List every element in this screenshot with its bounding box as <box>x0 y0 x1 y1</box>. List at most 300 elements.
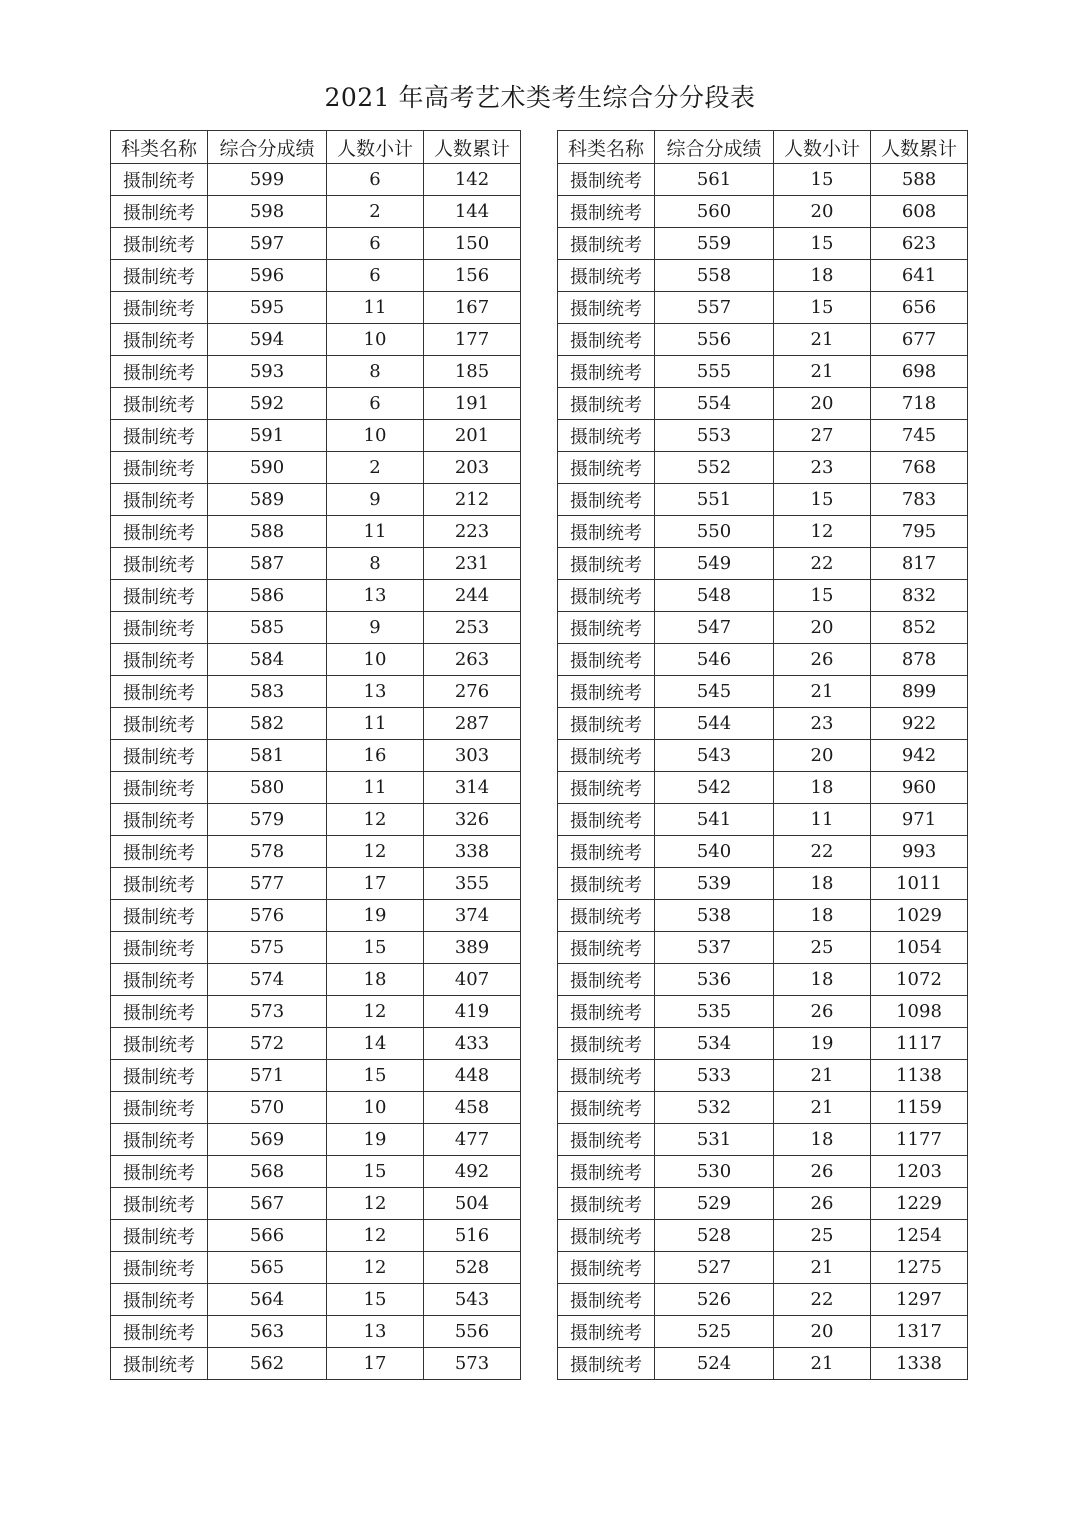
cell-cumulative: 374 <box>424 900 521 932</box>
cell-score: 551 <box>655 484 774 516</box>
table-row <box>111 644 521 676</box>
table-row <box>558 1252 968 1284</box>
cell-score: 567 <box>208 1188 327 1220</box>
cell-subject: 摄制统考 <box>558 676 655 708</box>
cell-score: 565 <box>208 1252 327 1284</box>
cell-subject: 摄制统考 <box>111 964 208 996</box>
table-row <box>558 1092 968 1124</box>
cell-subject: 摄制统考 <box>558 420 655 452</box>
cell-subject: 摄制统考 <box>111 452 208 484</box>
table-row <box>558 548 968 580</box>
cell-score: 583 <box>208 676 327 708</box>
table-row <box>111 1028 521 1060</box>
cell-cumulative: 556 <box>424 1316 521 1348</box>
cell-subject: 摄制统考 <box>111 196 208 228</box>
cell-cumulative: 167 <box>424 292 521 324</box>
cell-count: 10 <box>327 324 424 356</box>
cell-score: 597 <box>208 228 327 260</box>
cell-cumulative: 253 <box>424 612 521 644</box>
cell-count: 26 <box>774 996 871 1028</box>
cell-cumulative: 407 <box>424 964 521 996</box>
cell-subject: 摄制统考 <box>111 612 208 644</box>
cell-count: 15 <box>774 580 871 612</box>
cell-cumulative: 1177 <box>871 1124 968 1156</box>
cell-count: 21 <box>774 1252 871 1284</box>
cell-cumulative: 177 <box>424 324 521 356</box>
cell-cumulative: 852 <box>871 612 968 644</box>
cell-subject: 摄制统考 <box>558 900 655 932</box>
cell-score: 571 <box>208 1060 327 1092</box>
cell-count: 17 <box>327 1348 424 1380</box>
cell-cumulative: 677 <box>871 324 968 356</box>
table-row <box>111 1092 521 1124</box>
cell-score: 528 <box>655 1220 774 1252</box>
table-row <box>111 932 521 964</box>
cell-count: 8 <box>327 356 424 388</box>
cell-subject: 摄制统考 <box>111 644 208 676</box>
cell-count: 15 <box>327 1060 424 1092</box>
cell-cumulative: 1029 <box>871 900 968 932</box>
cell-count: 10 <box>327 644 424 676</box>
column-header-subject: 科类名称 <box>558 131 655 164</box>
cell-score: 560 <box>655 196 774 228</box>
cell-count: 19 <box>774 1028 871 1060</box>
cell-count: 6 <box>327 260 424 292</box>
cell-cumulative: 1054 <box>871 932 968 964</box>
table-row <box>558 196 968 228</box>
cell-subject: 摄制统考 <box>558 1124 655 1156</box>
cell-score: 529 <box>655 1188 774 1220</box>
cell-count: 12 <box>327 804 424 836</box>
cell-subject: 摄制统考 <box>111 1284 208 1316</box>
cell-score: 576 <box>208 900 327 932</box>
cell-cumulative: 389 <box>424 932 521 964</box>
cell-subject: 摄制统考 <box>558 548 655 580</box>
cell-subject: 摄制统考 <box>558 1060 655 1092</box>
cell-subject: 摄制统考 <box>111 708 208 740</box>
table-row <box>111 388 521 420</box>
table-row <box>558 1124 968 1156</box>
cell-subject: 摄制统考 <box>111 772 208 804</box>
cell-score: 577 <box>208 868 327 900</box>
column-header-subject: 科类名称 <box>111 131 208 164</box>
cell-subject: 摄制统考 <box>111 484 208 516</box>
table-row <box>558 1348 968 1380</box>
cell-count: 15 <box>774 292 871 324</box>
cell-subject: 摄制统考 <box>111 228 208 260</box>
table-row <box>111 228 521 260</box>
cell-cumulative: 993 <box>871 836 968 868</box>
cell-count: 21 <box>774 324 871 356</box>
cell-count: 9 <box>327 484 424 516</box>
cell-subject: 摄制统考 <box>558 996 655 1028</box>
table-row <box>558 356 968 388</box>
cell-subject: 摄制统考 <box>558 1188 655 1220</box>
cell-count: 19 <box>327 1124 424 1156</box>
table-row <box>558 1060 968 1092</box>
table-row <box>111 1188 521 1220</box>
table-row <box>111 452 521 484</box>
cell-count: 12 <box>327 1220 424 1252</box>
cell-score: 586 <box>208 580 327 612</box>
table-row <box>558 932 968 964</box>
cell-score: 549 <box>655 548 774 580</box>
cell-score: 574 <box>208 964 327 996</box>
cell-subject: 摄制统考 <box>558 740 655 772</box>
cell-count: 15 <box>327 1284 424 1316</box>
table-row <box>111 1060 521 1092</box>
cell-cumulative: 303 <box>424 740 521 772</box>
cell-cumulative: 623 <box>871 228 968 260</box>
cell-cumulative: 191 <box>424 388 521 420</box>
table-row <box>558 708 968 740</box>
cell-count: 26 <box>774 1188 871 1220</box>
cell-score: 593 <box>208 356 327 388</box>
cell-subject: 摄制统考 <box>111 356 208 388</box>
cell-count: 27 <box>774 420 871 452</box>
cell-score: 554 <box>655 388 774 420</box>
cell-cumulative: 1011 <box>871 868 968 900</box>
cell-count: 2 <box>327 196 424 228</box>
table-row <box>111 1156 521 1188</box>
cell-subject: 摄制统考 <box>558 452 655 484</box>
cell-score: 566 <box>208 1220 327 1252</box>
table-row <box>111 580 521 612</box>
cell-count: 15 <box>774 164 871 196</box>
cell-subject: 摄制统考 <box>558 868 655 900</box>
cell-subject: 摄制统考 <box>558 228 655 260</box>
cell-count: 18 <box>774 900 871 932</box>
cell-subject: 摄制统考 <box>558 804 655 836</box>
cell-subject: 摄制统考 <box>111 1124 208 1156</box>
cell-score: 530 <box>655 1156 774 1188</box>
cell-subject: 摄制统考 <box>111 1028 208 1060</box>
cell-count: 23 <box>774 708 871 740</box>
cell-cumulative: 641 <box>871 260 968 292</box>
table-row <box>558 580 968 612</box>
column-header-count: 人数小计 <box>774 131 871 164</box>
cell-cumulative: 203 <box>424 452 521 484</box>
cell-count: 12 <box>774 516 871 548</box>
cell-subject: 摄制统考 <box>111 420 208 452</box>
cell-count: 21 <box>774 1060 871 1092</box>
cell-score: 579 <box>208 804 327 836</box>
cell-score: 570 <box>208 1092 327 1124</box>
table-row <box>558 1028 968 1060</box>
table-row <box>111 324 521 356</box>
table-row <box>558 260 968 292</box>
cell-cumulative: 573 <box>424 1348 521 1380</box>
cell-cumulative: 698 <box>871 356 968 388</box>
table-row <box>111 836 521 868</box>
cell-cumulative: 276 <box>424 676 521 708</box>
cell-subject: 摄制统考 <box>558 612 655 644</box>
cell-score: 546 <box>655 644 774 676</box>
cell-count: 10 <box>327 420 424 452</box>
table-row <box>558 996 968 1028</box>
table-row <box>111 1284 521 1316</box>
cell-score: 535 <box>655 996 774 1028</box>
cell-count: 12 <box>327 996 424 1028</box>
cell-cumulative: 1254 <box>871 1220 968 1252</box>
cell-count: 20 <box>774 388 871 420</box>
cell-score: 598 <box>208 196 327 228</box>
cell-count: 23 <box>774 452 871 484</box>
cell-score: 541 <box>655 804 774 836</box>
cell-count: 18 <box>774 772 871 804</box>
cell-subject: 摄制统考 <box>111 1316 208 1348</box>
score-table-right <box>557 130 968 1380</box>
cell-count: 17 <box>327 868 424 900</box>
table-row <box>558 1188 968 1220</box>
cell-score: 558 <box>655 260 774 292</box>
cell-count: 11 <box>774 804 871 836</box>
table-row <box>111 996 521 1028</box>
cell-score: 532 <box>655 1092 774 1124</box>
cell-count: 13 <box>327 580 424 612</box>
cell-subject: 摄制统考 <box>558 1284 655 1316</box>
cell-cumulative: 287 <box>424 708 521 740</box>
cell-score: 534 <box>655 1028 774 1060</box>
cell-count: 20 <box>774 196 871 228</box>
cell-score: 539 <box>655 868 774 900</box>
table-row <box>111 484 521 516</box>
cell-subject: 摄制统考 <box>111 1252 208 1284</box>
cell-score: 564 <box>208 1284 327 1316</box>
table-row <box>558 964 968 996</box>
table-row <box>558 868 968 900</box>
cell-score: 585 <box>208 612 327 644</box>
cell-score: 537 <box>655 932 774 964</box>
cell-subject: 摄制统考 <box>111 164 208 196</box>
cell-subject: 摄制统考 <box>558 1220 655 1252</box>
cell-cumulative: 212 <box>424 484 521 516</box>
cell-score: 582 <box>208 708 327 740</box>
cell-cumulative: 768 <box>871 452 968 484</box>
table-row <box>111 292 521 324</box>
cell-score: 578 <box>208 836 327 868</box>
table-row <box>111 676 521 708</box>
table-row <box>558 804 968 836</box>
cell-subject: 摄制统考 <box>111 932 208 964</box>
cell-count: 6 <box>327 164 424 196</box>
cell-count: 20 <box>774 740 871 772</box>
cell-cumulative: 1203 <box>871 1156 968 1188</box>
table-row <box>111 708 521 740</box>
cell-subject: 摄制统考 <box>558 580 655 612</box>
cell-subject: 摄制统考 <box>111 996 208 1028</box>
cell-cumulative: 795 <box>871 516 968 548</box>
table-body-right <box>558 164 968 1380</box>
table-header-row <box>558 131 968 164</box>
cell-cumulative: 783 <box>871 484 968 516</box>
cell-score: 594 <box>208 324 327 356</box>
cell-cumulative: 263 <box>424 644 521 676</box>
cell-count: 20 <box>774 1316 871 1348</box>
cell-score: 575 <box>208 932 327 964</box>
cell-cumulative: 1159 <box>871 1092 968 1124</box>
cell-subject: 摄制统考 <box>111 1220 208 1252</box>
cell-cumulative: 223 <box>424 516 521 548</box>
cell-subject: 摄制统考 <box>111 292 208 324</box>
cell-cumulative: 201 <box>424 420 521 452</box>
cell-cumulative: 156 <box>424 260 521 292</box>
cell-subject: 摄制统考 <box>111 548 208 580</box>
table-row <box>558 836 968 868</box>
cell-cumulative: 448 <box>424 1060 521 1092</box>
cell-count: 18 <box>774 964 871 996</box>
cell-count: 13 <box>327 676 424 708</box>
table-row <box>111 868 521 900</box>
cell-count: 18 <box>774 1124 871 1156</box>
cell-score: 559 <box>655 228 774 260</box>
table-row <box>111 196 521 228</box>
cell-subject: 摄制统考 <box>558 196 655 228</box>
cell-score: 599 <box>208 164 327 196</box>
cell-count: 15 <box>774 484 871 516</box>
table-row <box>111 1124 521 1156</box>
table-row <box>558 324 968 356</box>
cell-subject: 摄制统考 <box>111 260 208 292</box>
cell-score: 595 <box>208 292 327 324</box>
table-row <box>558 388 968 420</box>
cell-subject: 摄制统考 <box>558 1252 655 1284</box>
cell-count: 11 <box>327 772 424 804</box>
cell-cumulative: 1229 <box>871 1188 968 1220</box>
cell-score: 545 <box>655 676 774 708</box>
cell-subject: 摄制统考 <box>558 836 655 868</box>
cell-cumulative: 1317 <box>871 1316 968 1348</box>
cell-cumulative: 942 <box>871 740 968 772</box>
cell-cumulative: 1072 <box>871 964 968 996</box>
cell-cumulative: 504 <box>424 1188 521 1220</box>
cell-count: 22 <box>774 1284 871 1316</box>
cell-cumulative: 231 <box>424 548 521 580</box>
cell-cumulative: 516 <box>424 1220 521 1252</box>
cell-cumulative: 244 <box>424 580 521 612</box>
cell-cumulative: 832 <box>871 580 968 612</box>
cell-score: 590 <box>208 452 327 484</box>
table-row <box>558 740 968 772</box>
cell-count: 2 <box>327 452 424 484</box>
cell-subject: 摄制统考 <box>558 292 655 324</box>
cell-count: 21 <box>774 1348 871 1380</box>
cell-score: 568 <box>208 1156 327 1188</box>
cell-subject: 摄制统考 <box>111 868 208 900</box>
cell-score: 562 <box>208 1348 327 1380</box>
cell-cumulative: 1117 <box>871 1028 968 1060</box>
cell-score: 552 <box>655 452 774 484</box>
cell-score: 548 <box>655 580 774 612</box>
cell-count: 26 <box>774 644 871 676</box>
cell-subject: 摄制统考 <box>111 1188 208 1220</box>
table-row <box>558 452 968 484</box>
cell-count: 21 <box>774 676 871 708</box>
cell-subject: 摄制统考 <box>558 324 655 356</box>
table-row <box>558 164 968 196</box>
cell-count: 22 <box>774 836 871 868</box>
table-row <box>558 1316 968 1348</box>
cell-subject: 摄制统考 <box>111 900 208 932</box>
cell-count: 21 <box>774 1092 871 1124</box>
cell-cumulative: 1098 <box>871 996 968 1028</box>
cell-cumulative: 971 <box>871 804 968 836</box>
cell-cumulative: 433 <box>424 1028 521 1060</box>
cell-subject: 摄制统考 <box>558 356 655 388</box>
cell-subject: 摄制统考 <box>558 484 655 516</box>
cell-subject: 摄制统考 <box>558 644 655 676</box>
cell-subject: 摄制统考 <box>558 164 655 196</box>
table-row <box>558 1284 968 1316</box>
cell-score: 527 <box>655 1252 774 1284</box>
cell-count: 11 <box>327 708 424 740</box>
cell-count: 11 <box>327 516 424 548</box>
column-header-score: 综合分成绩 <box>208 131 327 164</box>
column-header-count: 人数小计 <box>327 131 424 164</box>
cell-subject: 摄制统考 <box>111 388 208 420</box>
cell-score: 525 <box>655 1316 774 1348</box>
table-body-left <box>111 164 521 1380</box>
cell-score: 573 <box>208 996 327 1028</box>
column-header-cumulative: 人数累计 <box>871 131 968 164</box>
cell-count: 25 <box>774 932 871 964</box>
cell-cumulative: 922 <box>871 708 968 740</box>
cell-cumulative: 314 <box>424 772 521 804</box>
cell-cumulative: 588 <box>871 164 968 196</box>
cell-subject: 摄制统考 <box>111 676 208 708</box>
cell-subject: 摄制统考 <box>558 964 655 996</box>
cell-cumulative: 817 <box>871 548 968 580</box>
cell-subject: 摄制统考 <box>111 804 208 836</box>
cell-score: 596 <box>208 260 327 292</box>
cell-subject: 摄制统考 <box>111 516 208 548</box>
cell-cumulative: 1297 <box>871 1284 968 1316</box>
table-row <box>558 900 968 932</box>
cell-count: 21 <box>774 356 871 388</box>
table-row <box>558 516 968 548</box>
cell-cumulative: 355 <box>424 868 521 900</box>
cell-count: 15 <box>327 1156 424 1188</box>
cell-count: 26 <box>774 1156 871 1188</box>
table-row <box>111 516 521 548</box>
cell-score: 526 <box>655 1284 774 1316</box>
cell-cumulative: 1138 <box>871 1060 968 1092</box>
cell-cumulative: 878 <box>871 644 968 676</box>
cell-score: 531 <box>655 1124 774 1156</box>
cell-subject: 摄制统考 <box>558 708 655 740</box>
cell-subject: 摄制统考 <box>111 324 208 356</box>
cell-score: 538 <box>655 900 774 932</box>
cell-subject: 摄制统考 <box>558 388 655 420</box>
cell-subject: 摄制统考 <box>558 932 655 964</box>
cell-score: 569 <box>208 1124 327 1156</box>
table-row <box>558 676 968 708</box>
cell-subject: 摄制统考 <box>558 1348 655 1380</box>
table-row <box>111 260 521 292</box>
cell-score: 580 <box>208 772 327 804</box>
table-row <box>558 772 968 804</box>
table-row <box>111 164 521 196</box>
cell-count: 9 <box>327 612 424 644</box>
cell-score: 572 <box>208 1028 327 1060</box>
cell-cumulative: 718 <box>871 388 968 420</box>
cell-cumulative: 326 <box>424 804 521 836</box>
cell-cumulative: 492 <box>424 1156 521 1188</box>
cell-score: 550 <box>655 516 774 548</box>
cell-subject: 摄制统考 <box>111 836 208 868</box>
table-row <box>558 612 968 644</box>
cell-count: 18 <box>774 868 871 900</box>
